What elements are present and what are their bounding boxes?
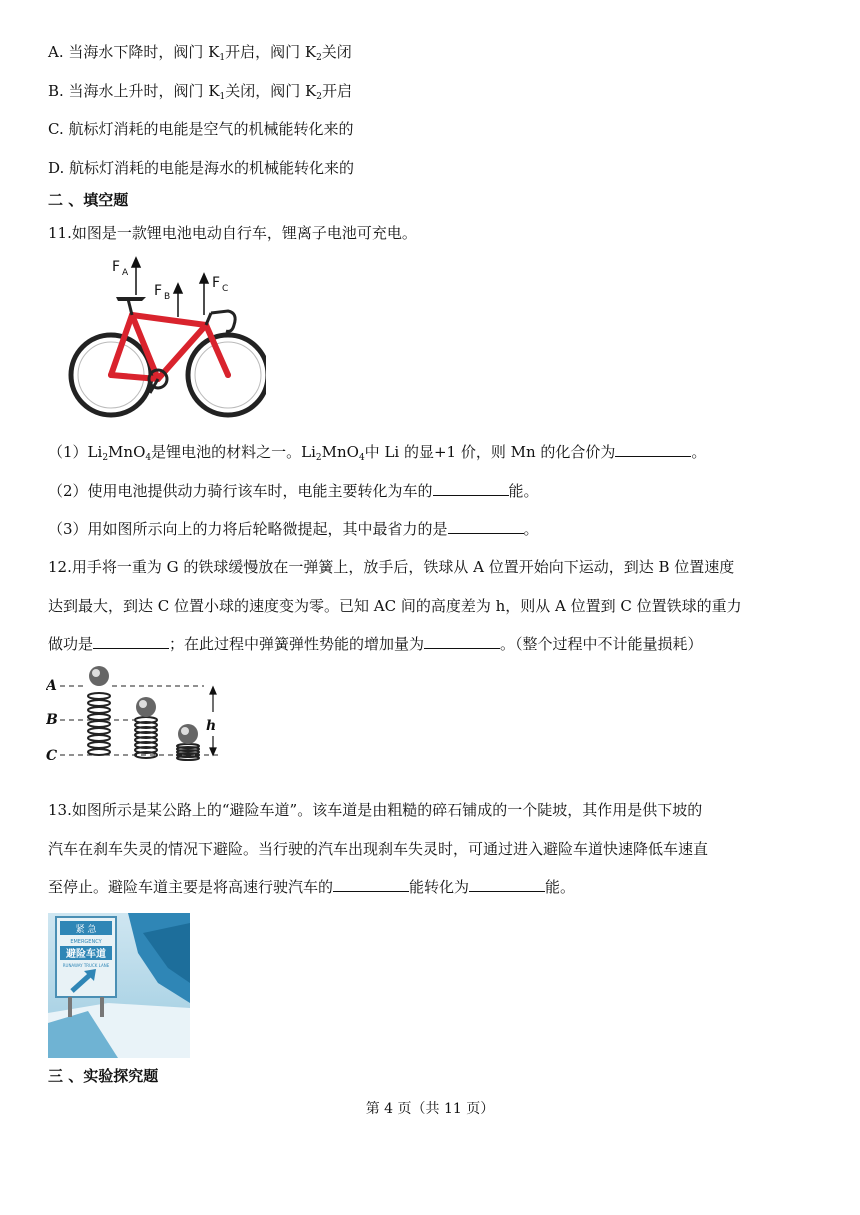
force-label-b: F — [154, 283, 163, 299]
force-label-b-sub: B — [164, 292, 171, 302]
sub: 2 — [316, 92, 322, 102]
runaway-lane-illustration — [48, 913, 190, 1058]
text: MnO — [321, 443, 359, 461]
sub: 2 — [316, 53, 322, 63]
sub: 4 — [145, 453, 152, 463]
position-label-b: B — [46, 712, 58, 728]
answer-blank[interactable] — [333, 877, 409, 892]
text: 至停止。避险车道主要是将高速行驶汽车的 — [48, 878, 334, 896]
section-heading-fill-in: 二 、填空题 — [48, 191, 129, 209]
spring-diagram — [46, 662, 226, 762]
option-a-text1: A. 当海水下降时，阀门 K — [48, 43, 220, 61]
option-a-text3: 关闭 — [321, 43, 352, 61]
question-11-part-2 — [48, 481, 539, 501]
runaway-lane-photo — [48, 913, 190, 1058]
force-label-a-sub: A — [122, 268, 129, 278]
force-label-c: F — [212, 275, 221, 291]
text: 。 — [691, 443, 707, 461]
page-footer: 第 4 页（共 11 页） — [365, 1101, 495, 1117]
position-label-c: C — [46, 748, 58, 762]
sign-top-text: 紧 急 — [75, 925, 97, 935]
bicycle-figure — [66, 255, 266, 425]
answer-blank[interactable] — [615, 442, 691, 457]
text: ；在此过程中弹簧弹性势能的增加量为 — [169, 635, 425, 653]
option-b-text2: 关闭，阀门 K — [225, 82, 317, 100]
option-b — [48, 81, 352, 107]
position-label-a: A — [46, 678, 57, 694]
force-label-c-sub: C — [222, 284, 229, 294]
question-11-part-3 — [48, 519, 539, 539]
text: （1）Li — [48, 443, 103, 461]
sign-main-text: 避险车道 — [66, 949, 106, 960]
option-c: C. 航标灯消耗的电能是空气的机械能转化来的 — [48, 120, 354, 138]
answer-blank[interactable] — [448, 519, 524, 534]
sign-small-text: RUNAWAY TRUCK LANE — [62, 963, 110, 968]
text: MnO — [108, 443, 146, 461]
text: 是锂电池的材料之一。Li — [151, 443, 316, 461]
text: 中 Li 的显+1 价，则 Mn 的化合价为 — [364, 443, 616, 461]
text: 能。 — [545, 878, 576, 896]
text: 做功是 — [48, 635, 94, 653]
sub: 1 — [219, 53, 226, 63]
sign-english-text: EMERGENCY — [70, 939, 102, 945]
question-11-part-1 — [48, 442, 706, 468]
question-12-line-2: 达到最大，到达 C 位置小球的速度变为零。已知 AC 间的高度差为 h，则从 A 位置到 C 位置铁球的重力 — [48, 597, 742, 615]
question-12-line-3 — [48, 634, 703, 654]
answer-blank[interactable] — [424, 634, 500, 649]
text: 。 — [523, 520, 539, 538]
text: （2）使用电池提供动力骑行该车时，电能主要转化为车的 — [48, 482, 433, 500]
bicycle-illustration — [66, 255, 266, 425]
question-13-line-2: 汽车在刹车失灵的情况下避险。当行驶的汽车出现刹车失灵时，可通过进入避险车道快速降低车速直 — [48, 840, 709, 858]
text: 能转化为 — [409, 878, 470, 896]
text: 。（整个过程中不计能量损耗） — [500, 635, 703, 653]
answer-blank[interactable] — [469, 877, 545, 892]
force-label-a: F — [112, 259, 121, 275]
option-a-text2: 开启，阀门 K — [225, 43, 317, 61]
question-11-stem: 11.如图是一款锂电池电动自行车，锂离子电池可充电。 — [48, 224, 417, 242]
question-13-line-3 — [48, 877, 575, 897]
option-b-text1: B. 当海水上升时，阀门 K — [48, 82, 220, 100]
option-a — [48, 42, 352, 68]
question-13-line-1: 13.如图所示是某公路上的“避险车道”。该车道是由粗糙的碎石铺成的一个陡坡，其作用是供下坡的 — [48, 801, 703, 819]
spring-ball-figure — [46, 662, 226, 762]
sub: 2 — [102, 453, 109, 463]
sub: 4 — [358, 453, 365, 463]
option-d: D. 航标灯消耗的电能是海水的机械能转化来的 — [48, 159, 355, 177]
question-12-line-1: 12.用手将一重为 G 的铁球缓慢放在一弹簧上，放手后，铁球从 A 位置开始向下运动，到达 B 位置速度 — [48, 558, 735, 576]
text: （3）用如图所示向上的力将后轮略微提起，其中最省力的是 — [48, 520, 448, 538]
section-heading-experiment: 三 、实验探究题 — [48, 1067, 159, 1085]
answer-blank[interactable] — [93, 634, 169, 649]
text: 能。 — [508, 482, 539, 500]
sub: 1 — [219, 92, 226, 102]
height-label-h: h — [206, 718, 217, 734]
answer-blank[interactable] — [433, 481, 509, 496]
sub: 2 — [315, 453, 322, 463]
option-b-text3: 开启 — [322, 82, 353, 100]
